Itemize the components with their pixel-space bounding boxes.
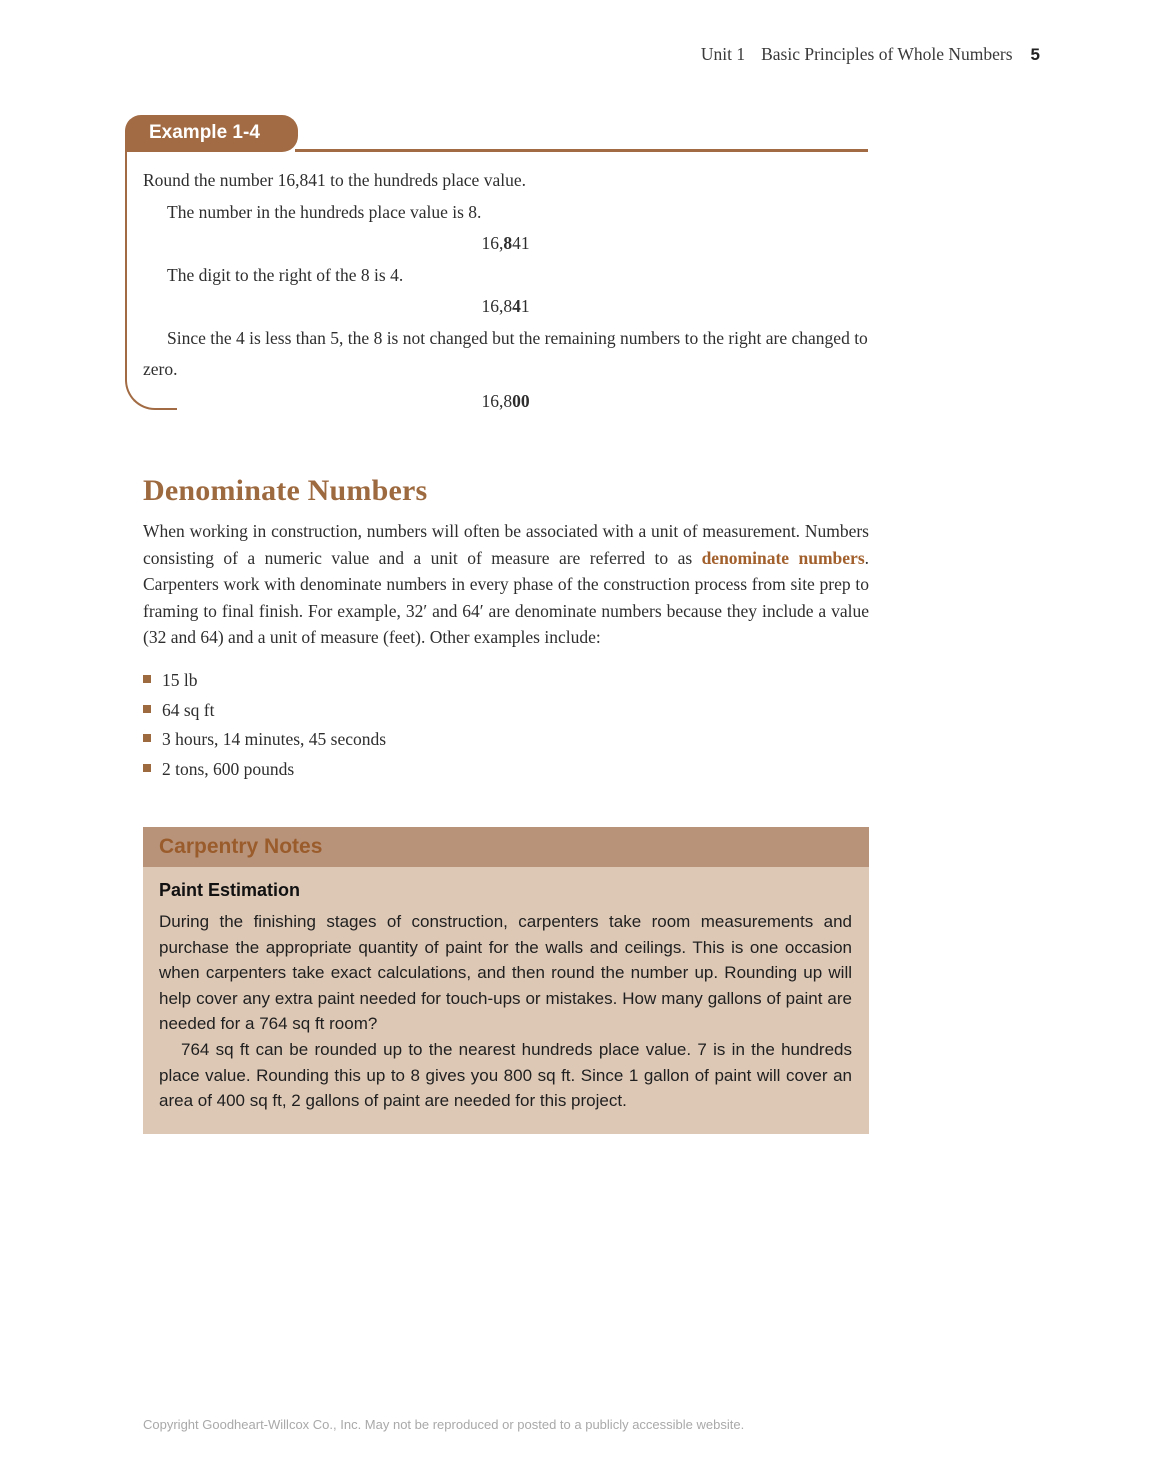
- section-paragraph: When working in construction, numbers will often be associated with a unit of measurement. Numbers consisting of a numeric value and a unit of measure are referred to as denominate numbers. Carpenters work with denominate numbers in every phase of the construction process from site prep to framing to final finish. For example, 32′ and 64′ are denominate numbers because they include a value (32 and 64) and a unit of measure (feet). Other examples include:: [143, 521, 869, 648]
- highlighted-digit: 00: [512, 390, 530, 411]
- bullet-square-icon: [143, 705, 151, 713]
- bullet-square-icon: [143, 675, 151, 683]
- notes-subheading: Paint Estimation: [159, 880, 301, 900]
- notes-paragraph-2: 764 sq ft can be rounded up to the nearest hundreds place value. 7 is in the hundreds place value. Rounding this up to 8 gives you 800 sq ft. Since 1 gallon of paint will cover an area of 400 sq ft, 2 gallons of paint are needed for this project.: [159, 1039, 852, 1111]
- example-line-step1: The number in the hundreds place value is 8.: [167, 201, 482, 222]
- list-item: 15 lb: [143, 666, 386, 696]
- example-tab: Example 1-4: [125, 115, 298, 152]
- list-item: 64 sq ft: [143, 696, 386, 726]
- example-number-3: 16,800: [481, 390, 530, 411]
- bullet-square-icon: [143, 764, 151, 772]
- carpentry-notes-body: [143, 867, 869, 1134]
- example-number-1: 16,841: [481, 233, 530, 253]
- running-head: [143, 44, 1040, 65]
- list-item: 3 hours, 14 minutes, 45 seconds: [143, 725, 386, 755]
- carpentry-notes-header: Carpentry Notes: [143, 827, 869, 867]
- key-term: denominate numbers: [701, 547, 865, 568]
- example-box: [125, 115, 868, 415]
- highlighted-digit: 8: [503, 233, 513, 253]
- chapter-title: Basic Principles of Whole Numbers: [761, 44, 1013, 64]
- example-number-2: 16,841: [481, 296, 530, 316]
- bullet-square-icon: [143, 734, 151, 742]
- list-item: 2 tons, 600 pounds: [143, 755, 386, 785]
- example-line-problem: Round the number 16,841 to the hundreds place value.: [143, 170, 526, 190]
- denominate-examples-list: [143, 666, 386, 784]
- page-number: 5: [1030, 45, 1040, 64]
- unit-label: Unit 1: [700, 44, 746, 64]
- copyright-footer: Copyright Goodheart-Willcox Co., Inc. May not be reproduced or posted to a publicly accessible website.: [143, 1417, 745, 1432]
- section-heading: Denominate Numbers: [143, 474, 428, 507]
- carpentry-notes-box: [143, 827, 869, 1134]
- notes-paragraph-1: During the finishing stages of construction, carpenters take room measurements and purchase the appropriate quantity of paint for the walls and ceilings. This is one occasion when carpenters take exact calculations, and then round the number up. Rounding up will help cover any extra paint needed for touch-ups or mistakes. How many gallons of paint are needed for a 764 sq ft room?: [159, 912, 852, 1034]
- highlighted-digit: 4: [512, 296, 521, 316]
- example-line-step3: Since the 4 is less than 5, the 8 is not changed but the remaining numbers to the right are changed to zero.: [143, 327, 868, 379]
- example-line-step2: The digit to the right of the 8 is 4.: [167, 264, 404, 285]
- example-content: [125, 152, 868, 417]
